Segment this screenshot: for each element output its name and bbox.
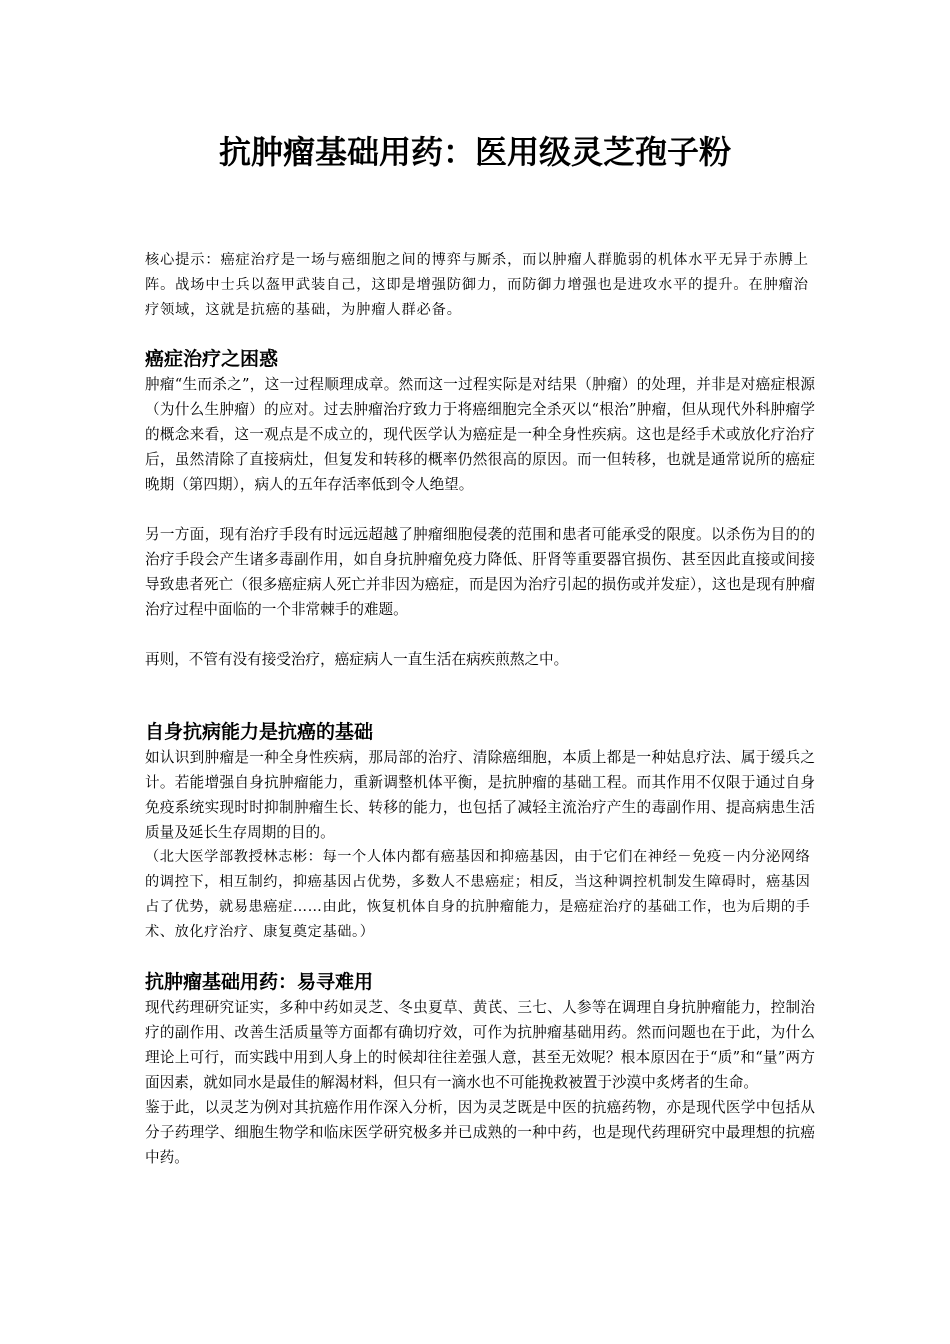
body-paragraph: 肿瘤“生而杀之”，这一过程顺理成章。然而这一过程实际是对结果（肿瘤）的处理，并非是对癌症根源（为什么生肿瘤）的应对。过去肿瘤治疗致力于将癌细胞完全杀灭以“根治”肿瘤，但从现代外科肿瘤学的概念来看，这一观点是不成立的，现代医学认为癌症是一种全身性疾病。这也是经手术或放化疗治疗后，虽然清除了直接病灶，但复发和转移的概率仍然很高的原因。而一但转移，也就是通常说所的癌症晚期（第四期），病人的五年存活率低到令人绝望。 xyxy=(145,376,815,493)
paragraph-spacer xyxy=(145,497,815,522)
page-title: 抗肿瘤基础用药：医用级灵芝孢子粉 xyxy=(218,133,731,171)
body-paragraph: 如认识到肿瘤是一种全身性疾病，那局部的治疗、清除癌细胞，本质上都是一种姑息疗法、属于缓兵之计。若能增强自身抗肿瘤能力，重新调整机体平衡，是抗肿瘤的基础工程。而其作用不仅限于通过自身免疫系统实现时时抑制肿瘤生长、转移的能力，也包括了减轻主流治疗产生的毒副作用、提高病患生活质量及延长生存周期的目的。 xyxy=(145,749,815,841)
section-self-resistance xyxy=(145,719,815,945)
summary-paragraph: 核心提示：癌症治疗是一场与癌细胞之间的博弈与厮杀，而以肿瘤人群脆弱的机体水平无异于赤膊上阵。战场中士兵以盔甲武装自己，这即是增强防御力，而防御力增强也是进攻水平的提升。在肿瘤治疗领域，这就是抗癌的基础，为肿瘤人群必备。 xyxy=(145,252,809,318)
body-paragraph: 现代药理研究证实，多种中药如灵芝、冬虫夏草、黄芪、三七、人参等在调理自身抗肿瘤能力，控制治疗的副作用、改善生活质量等方面都有确切疗效，可作为抗肿瘤基础用药。然而问题也在于此，为什么理论上可行，而实践中用到人身上的时候却往往差强人意，甚至无效呢？根本原因在于“质”和“量”两方面因素，就如同水是最佳的解渴材料，但只有一滴水也不可能挽救被置于沙漠中炙烤者的生命。 xyxy=(145,999,815,1091)
section-heading: 自身抗病能力是抗癌的基础 xyxy=(145,721,374,743)
section-cancer-treatment-confusion xyxy=(145,346,815,672)
quote-paragraph: （北大医学部教授林志彬：每一个人体内都有癌基因和抑癌基因，由于它们在神经－免疫－内分泌网络的调控下，相互制约，抑癌基因占优势，多数人不患癌症；相反，当这种调控机制发生障碍时，癌基因占了优势，就易患癌症……由此，恢复机体自身的抗肿瘤能力，是癌症治疗的基础工作，也为后期的手术、放化疗治疗、康复奠定基础。） xyxy=(145,849,811,940)
body-paragraph: 再则，不管有没有接受治疗，癌症病人一直生活在病疾煎熬之中。 xyxy=(145,651,569,668)
body-paragraph: 鉴于此，以灵芝为例对其抗癌作用作深入分析，因为灵芝既是中医的抗癌药物，亦是现代医学中包括从分子药理学、细胞生物学和临床医学研究极多并已成熟的一种中药，也是现代药理研究中最理想的抗癌中药。 xyxy=(145,1099,815,1166)
section-basic-medication xyxy=(145,969,815,1170)
section-heading: 抗肿瘤基础用药：易寻难用 xyxy=(145,971,374,993)
paragraph-spacer xyxy=(145,622,815,647)
body-paragraph: 另一方面，现有治疗手段有时远远超越了肿瘤细胞侵袭的范围和患者可能承受的限度。以杀伤为目的的治疗手段会产生诸多毒副作用，如自身抗肿瘤免疫力降低、肝肾等重要器官损伤、甚至因此直接或间接导致患者死亡（很多癌症病人死亡并非因为癌症，而是因为治疗引起的损伤或并发症），这也是现有肿瘤治疗过程中面临的一个非常棘手的难题。 xyxy=(145,526,815,618)
section-heading: 癌症治疗之困惑 xyxy=(145,348,279,370)
